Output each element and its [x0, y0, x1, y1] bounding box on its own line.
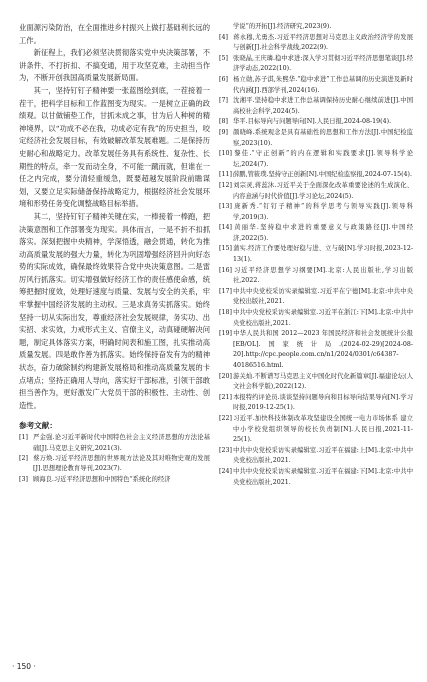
reference-item	[219, 329, 413, 371]
reference-text: 中华人民共和国 2012—2023 年国民经济和社会发展统计公报[EB/OL].国家统计局.(2024-02-29)[2024-08-20].http://cpc.people.com.cn/n1/2024/0301/c64387-40186516.html.	[233, 330, 413, 369]
reference-item	[219, 181, 413, 202]
reference-text: 颜晓峰.系统观念是具有基础性的思想和工作方法[J].中国纪检监察,2023(10).	[233, 128, 413, 147]
reference-item	[219, 414, 413, 446]
reference-text: 庞新秀.“钉钉子精神”的科学思考与领导实践[J].领导科学,2019(3).	[233, 203, 413, 221]
body-paragraph-3: 其一，坚持钉钉子精神要一张蓝图绘到底，一茬接着一茬干，把科学目标和工作蓝图变为现实。一是树立正确的政绩观。以甘做铺垫工作，甘抓未成之事，甘为后人种树的精神境界，以“功成不必在我，功成必定有我”的历史担当，咬定经济社会发展目标，有效破解改革发展难题。二是保持历史耐心和战略定力。改革发展任务具有系统性、复杂性、长期性的特点，牵一发而动全身，不可能一蹴而就，但谁在一任之内完成，要分清轻重缓急，既要超越发展阶段前瞻谋划，又要立足实际储备保持战略定力，根据经济社会发展环境和形势任务变化调整战略目标举措。	[19, 85, 210, 209]
body-paragraph-4: 其二，坚持钉钉子精神关键在实，一棒接着一棒跑，把决策意图和工作部署变为现实。具体而言，一是不折不扣抓落实。深刻把握中央精神，学深悟透，融会贯通，转化为推动高质量发展的强大力量，转化为巩固增强经济回升向好态势的实际成效，确保最终效果符合党中央决策意图。二是雷厉风行抓落实。切实增强做好经济工作的责任感使命感，统筹把握时度效，处理好速度与质量、发展与安全的关系，牢牢掌握中国经济发展的主动权。三是求真务实抓落实。始终坚持一切从实际出发，尊重经济社会发展规律，务实功、出实招、求实效，力戒形式主义、官僚主义，动真碰硬解决问题，制定具体落实方案，明确时间表和施工图，扎实推动高质量发展。四是敢作善为抓落实。始终保持奋发有为的精神状态，奋力破除制约构建新发展格局和推动高质量发展的卡点堵点；坚持正确用人导向，落实好干部标准，引领干部敢担当善作为，更好激发广大党员干部的积极性、主动性、创造性。	[19, 211, 210, 410]
reference-item	[219, 96, 413, 117]
body-paragraph-1: 业面源污染防治，在全面推进乡村振兴上做打基础利长远的工作。	[19, 23, 210, 45]
reference-item	[219, 372, 413, 393]
reference-item	[19, 454, 210, 475]
reference-number: [4]	[219, 33, 228, 41]
reference-number: [10]	[219, 150, 232, 158]
reference-item	[219, 308, 413, 329]
reference-item	[219, 33, 413, 54]
reference-number: [5]	[219, 54, 228, 62]
reference-text: 中共中央党校采访实录编辑室.习近平在福建:下[M].北京:中共中央党校出版社,2021.	[233, 467, 413, 486]
reference-text: 学说”的开拓[J].经济研究,2023(9).	[233, 23, 332, 30]
reference-number: [15]	[219, 245, 232, 253]
reference-number: [8]	[219, 118, 228, 126]
reference-text: 蒋永穆,尤勇杰.习近平经济思想对马克思主义政治经济学的发展与创新[J].社会科学战线,2022(9).	[233, 33, 413, 52]
reference-text: 严金强.论习近平新时代中国特色社会主义经济思想的方法论基础[J].马克思主义研究,2021(3).	[33, 434, 210, 452]
reference-item	[219, 393, 413, 414]
reference-number: [23]	[219, 446, 232, 454]
reference-text: 黄丽华.坚持稳中求进的重要意义与政策路径[J].中国经济,2022(5).	[233, 224, 413, 242]
reference-item	[219, 266, 413, 287]
reference-item	[219, 446, 413, 467]
reference-number: [12]	[219, 181, 232, 189]
reference-text: 顾海良.习近平经济思想和中国特色“系统化的经济	[33, 475, 171, 483]
page-number: · 150 ·	[12, 662, 36, 671]
reference-number: [1]	[19, 434, 28, 442]
reference-number: [2]	[19, 455, 28, 462]
reference-number: [7]	[219, 97, 228, 105]
reference-text: 蒲实.经济工作要处理好稳与进、立与破[N].学习时报,2023-12-13(1).	[233, 245, 413, 264]
reference-text: 刘宗灵,蒋蕊沐.习近平关于全面深化改革重要论述的生成演化、内容意涵与时代价值[J].学习论坛,2024(5).	[233, 181, 413, 200]
references-heading: 参考文献：	[19, 421, 57, 431]
reference-number: [9]	[219, 128, 228, 136]
reference-text: 张晓晶,王庆璘.稳中求进:深入学习贯彻习近平经济思想笔谈[J].经济学动态,2022(10).	[233, 54, 413, 73]
reference-item	[219, 223, 413, 244]
reference-text: 黎佳.“守正创新”的内在逻辑和实践要求[J].领导科学论坛,2024(7).	[233, 150, 413, 168]
reference-text: 薛鹏,管筱璞.坚持守正创新[N].中国纪检监察报,2024-07-15(4).	[233, 171, 412, 179]
reference-text: 中共中央党校采访实录编辑室.习近平在浙江:下[M].北京:中共中央党校出版社,2021.	[233, 309, 413, 327]
reference-text: 中共中央党校采访实录编辑室.习近平在宁德[M].北京:中共中央党校出版社,2021.	[233, 287, 413, 306]
reference-item	[219, 117, 413, 128]
reference-text: 习近平.加快科技体制改革攻坚建设全国统一电力市场体系 建立中小学校党组织领导的校长负责制[N].人民日报,2021-11-25(1).	[233, 414, 413, 444]
reference-text: 中共中央党校采访实录编辑室.习近平在福建:上[M].北京:中共中央党校出版社,2021.	[233, 446, 413, 465]
reference-item	[219, 467, 413, 488]
reference-number: [18]	[219, 309, 232, 317]
reference-text: 杨立勋,苏子淇,朱熙华.“稳中求进”工作总基调的历史演进及新时代内涵[J].西部学刊,2024(16).	[233, 75, 413, 94]
reference-item	[19, 433, 210, 454]
left-column	[19, 22, 210, 485]
reference-number: [11]	[219, 171, 232, 179]
reference-text: 蔡万焕.习近平经济思想的世界观方法论及其对唯物史观的发展[J].思想理论教育导刊,2023(7).	[33, 455, 210, 473]
reference-number: [19]	[219, 330, 232, 338]
reference-item	[219, 202, 413, 223]
reference-number: [6]	[219, 75, 228, 83]
reference-text: 习近平经济思想学习纲要[M].北京:人民出版社,学习出版社,2022.	[233, 266, 413, 285]
reference-item	[219, 287, 413, 308]
reference-number: [3]	[19, 475, 28, 483]
reference-item	[219, 244, 413, 265]
reference-number: [16]	[219, 266, 232, 274]
reference-item	[219, 54, 413, 75]
reference-number: [13]	[219, 203, 232, 211]
reference-text: 游关灿.不断谱写马克思主义中国化时代化新篇章[J].福建论坛(人文社会科学版),2022(12).	[233, 372, 413, 391]
reference-text: 沈湘平.坚持稳中求进工作总基调保持历史耐心继续前进[J].中国高校社会科学,2024(5).	[233, 97, 413, 115]
reference-text: 本报特约评论员.谈谈坚持问题导向和目标导向结果导向[N].学习时报,2019-12-25(1).	[233, 393, 413, 412]
reference-item	[219, 75, 413, 96]
reference-number: [24]	[219, 467, 232, 475]
reference-number: [20]	[219, 372, 232, 380]
reference-number: [21]	[219, 393, 232, 401]
reference-item	[219, 22, 413, 33]
reference-text: 华平.目标导向与问题导向[N].人民日报,2024-08-19(4).	[233, 118, 392, 126]
reference-item	[219, 128, 413, 149]
right-column	[219, 22, 413, 488]
reference-item	[219, 149, 413, 170]
reference-number: [22]	[219, 414, 232, 422]
reference-number: [14]	[219, 224, 232, 232]
reference-item	[19, 475, 210, 485]
body-paragraph-2: 新征程上，我们必须坚决贯彻落实党中央决策部署，不讲条件、不打折扣、不搞变通，用于攻坚克难，主动担当作为，不断开创我国高质量发展新局面。	[19, 48, 210, 83]
reference-item	[219, 170, 413, 181]
reference-number: [17]	[219, 287, 232, 295]
